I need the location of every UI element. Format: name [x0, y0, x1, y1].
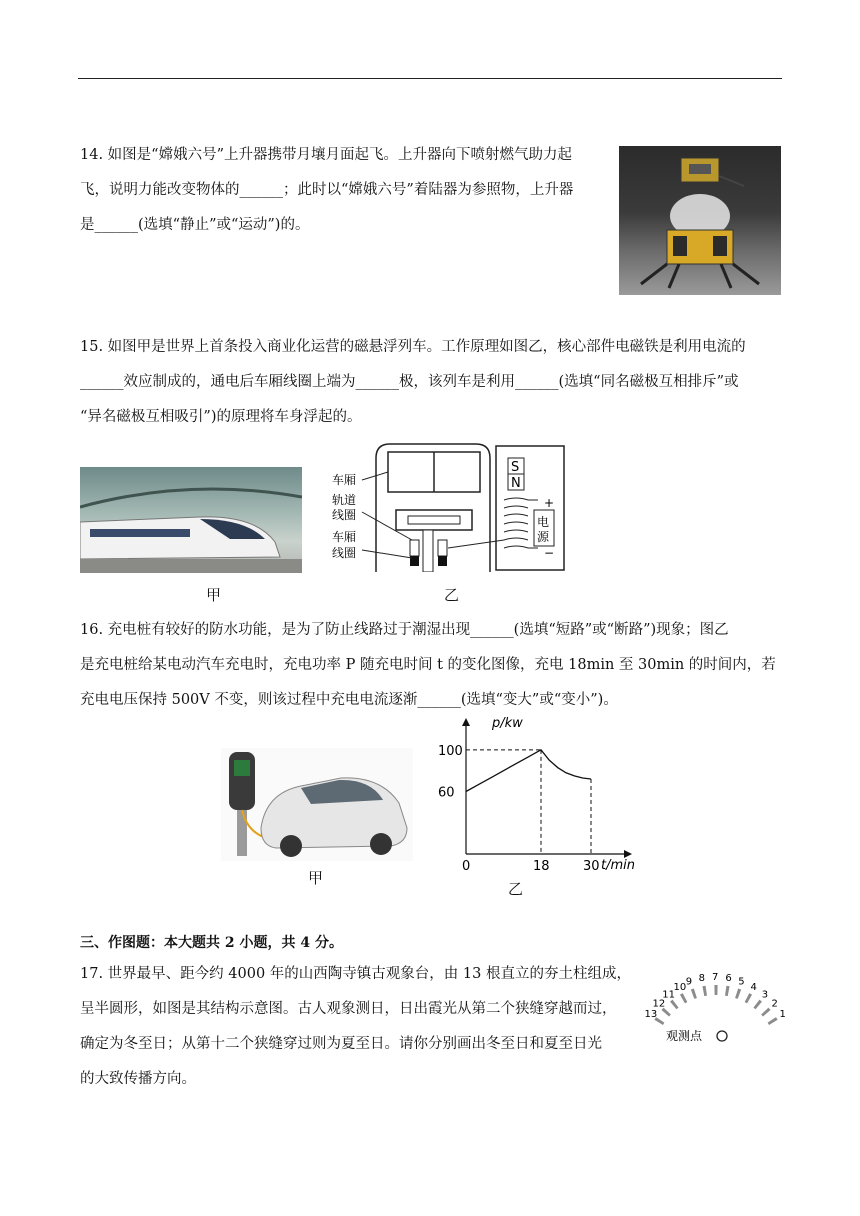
- label-car-coil: 线圈: [332, 546, 357, 560]
- question-text-line: 如图甲是世界上首条投入商业化运营的磁悬浮列车。工作原理如图乙，核心部件电磁铁是利用电流的: [107, 339, 746, 355]
- x-tick-label: 18: [533, 859, 550, 874]
- observatory-pillar: [670, 1000, 679, 1010]
- question-text-line: “异名磁极互相吸引”)的原理将车身浮起的。: [80, 409, 362, 425]
- question-text-line: 是______(选填“静止”或“运动”)的。: [80, 217, 310, 233]
- question-number: 15.: [80, 339, 104, 355]
- pole-s: S: [511, 460, 520, 475]
- pillar-number: 6: [725, 973, 732, 985]
- figure-caption-b: 乙: [508, 880, 524, 898]
- observatory-pillar: [753, 1000, 762, 1010]
- question-text-line: ______效应制成的，通电后车厢线圈上端为______极，该列车是利用______(选填“同名磁极互相排斥”或: [80, 374, 739, 390]
- plus-sign: +: [544, 496, 555, 510]
- maglev-train-photo: [80, 467, 302, 573]
- question-number: 17.: [80, 966, 104, 982]
- x-axis-label: t/min: [601, 858, 635, 873]
- question-17: [80, 957, 640, 1097]
- pillar-number: 2: [771, 998, 778, 1010]
- y-tick-label: 100: [438, 743, 463, 759]
- pillar-number: 7: [712, 972, 719, 983]
- question-text-line: 如图是“嫦娥六号”上升器携带月壤月面起飞。上升器向下喷射燃气助力起: [107, 147, 572, 163]
- question-number: 16.: [80, 622, 104, 638]
- question-text-line: 是充电桩给某电动汽车充电时，充电功率 P 随充电时间 t 的变化图像，充电 18min 至 30min 的时间内，若: [80, 657, 776, 673]
- question-text-line: 充电电压保持 500V 不变，则该过程中充电电流逐渐______(选填“变大”或“变小”)。: [80, 692, 618, 708]
- question-text-line: 确定为冬至日；从第十二个狭缝穿过则为夏至日。请你分别画出冬至日和夏至日光: [80, 1036, 602, 1052]
- question-text-line: 飞，说明力能改变物体的______；此时以“嫦娥六号”着陆器为参照物，上升器: [80, 182, 574, 198]
- power-source-label: 电: [537, 515, 550, 529]
- observatory-pillar: [714, 985, 717, 995]
- pole-n: N: [511, 476, 521, 491]
- x-axis-arrow: [624, 850, 632, 858]
- label-track-coil: 轨道: [332, 493, 357, 507]
- power-time-chart: [430, 712, 645, 887]
- observer-point-icon: [717, 1031, 727, 1041]
- pillar-number: 4: [750, 981, 757, 993]
- question-text-line: 的大致传播方向。: [80, 1071, 196, 1087]
- pillar-number: 10: [673, 981, 687, 993]
- pillar-number: 9: [685, 976, 693, 988]
- figure-caption-a: 甲: [308, 869, 324, 887]
- pillar-number: 1: [779, 1009, 786, 1021]
- power-source-label: 源: [537, 530, 550, 544]
- figure-caption-b: 乙: [444, 586, 460, 604]
- pillar-number: 13: [644, 1009, 658, 1021]
- question-16: [80, 613, 790, 718]
- question-text-line: 充电桩有较好的防水功能，是为了防止线路过于潮湿出现______(选填“短路”或“断路”)现象；图乙: [107, 622, 729, 638]
- x-tick-label: 30: [583, 859, 600, 874]
- figure-caption-a: 甲: [206, 586, 222, 604]
- y-axis-arrow: [462, 718, 470, 726]
- y-axis-label: p/kw: [492, 716, 523, 731]
- pillar-number: 5: [738, 976, 745, 988]
- y-tick-label: 60: [438, 785, 455, 801]
- observatory-pillar: [702, 986, 707, 996]
- question-14: [80, 138, 610, 243]
- charging-car-photo: [221, 748, 413, 861]
- label-track-coil: 线圈: [332, 508, 357, 522]
- x-tick-label: 0: [462, 859, 471, 874]
- question-text-line: 呈半圆形，如图是其结构示意图。古人观象测日，日出霞光从第二个狭缝穿越而过，: [80, 1001, 617, 1017]
- observatory-pillar: [680, 993, 687, 1003]
- observatory-pillar: [691, 989, 697, 999]
- observatory-pillar: [768, 1017, 778, 1025]
- question-number: 14.: [80, 147, 104, 163]
- pillar-number: 12: [652, 998, 666, 1010]
- section-heading: 三、作图题：本大题共 2 小题，共 4 分。: [80, 935, 343, 951]
- observatory-pillar: [735, 989, 741, 999]
- pillar-number: 8: [698, 973, 706, 985]
- observatory-pillar: [745, 993, 752, 1003]
- observer-label: 观测点: [666, 1029, 703, 1043]
- series-line: [466, 750, 591, 792]
- lunar-lander-photo: [619, 146, 781, 295]
- maglev-principle-diagram: [328, 440, 568, 572]
- observatory-diagram: [636, 962, 786, 1052]
- observatory-pillar: [761, 1008, 770, 1017]
- question-15: [80, 330, 790, 435]
- label-car-coil: 车厢: [332, 530, 357, 544]
- pillar-number: 3: [761, 989, 769, 1001]
- minus-sign: −: [544, 546, 555, 560]
- header-rule: [78, 78, 782, 79]
- label-carriage: 车厢: [332, 473, 357, 487]
- question-text-line: 世界最早、距今约 4000 年的山西陶寺镇古观象台，由 13 根直立的夯土柱组成，: [107, 966, 631, 982]
- pillar-number: 11: [662, 989, 676, 1001]
- observatory-pillar: [725, 986, 730, 996]
